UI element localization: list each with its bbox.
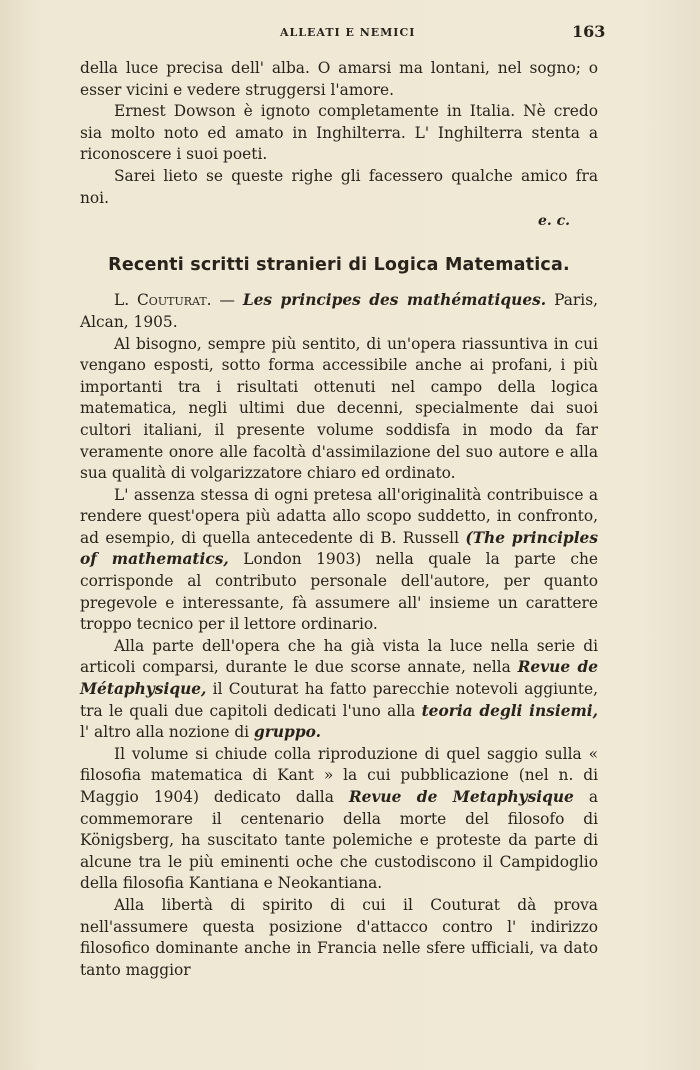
paragraph-volume bbox=[80, 744, 598, 895]
text-run: Alla parte dell'opera che ha già vista la luce nella serie di articoli comparsi, durante le due scorse annate, nella bbox=[80, 636, 598, 677]
paragraph-liberta: Alla libertà di spirito di cui il Couturat dà prova nell'assumere questa posizione d'attacco contro l' indirizzo filosofico dominante anche in Francia nelle sfere ufficiali, va dato tanto maggior bbox=[80, 895, 598, 979]
paragraph-dowson-ignoto: Ernest Dowson è ignoto completamente in Italia. Nè credo sia molto noto ed amato in Inghilterra. L' Inghilterra stenta a riconoscere i suoi poeti. bbox=[80, 102, 598, 164]
paragraph-parte bbox=[80, 636, 598, 744]
text-run: a commemorare il centenario della morte del filosofo di Königsberg, ha suscitato tante polemiche e proteste da parte di alcune tra le più eminenti oche che custodiscono il Campidoglio della filosofia Kantiana e Neokantiana. bbox=[80, 788, 598, 893]
text-run: Il volume si chiude colla riproduzione di quel saggio sulla « filosofia matematica di Kant » la cui pubblicazione (nel n. di Maggio 1904) dedicato dalla bbox=[80, 744, 598, 806]
citation-author: L. Couturat. bbox=[114, 291, 212, 310]
text-run: il Couturat ha fatto parecchie notevoli aggiunte, tra le quali due capitoli dedicati l'uno alla bbox=[80, 680, 598, 720]
signature: e. c. bbox=[537, 213, 570, 230]
text-run: l' altro alla nozione di bbox=[80, 723, 254, 742]
gruppo: gruppo. bbox=[254, 723, 321, 742]
revue-title: Revue de Metaphysique bbox=[348, 788, 574, 806]
paragraph-dowson-end: della luce precisa dell' alba. O amarsi ma lontani, nel sogno; o esser vicini e vedere struggersi l'amore. bbox=[80, 59, 598, 99]
text-run: L' assenza stessa di ogni pretesa all'originalità contribuisce a rendere quest'opera più adatta allo scopo suddetto, in confronto, ad esempio, di quella antecedente di B. Russell bbox=[80, 485, 598, 547]
russell-title: (The principles of mathematics, bbox=[80, 528, 598, 569]
citation-dash: — bbox=[211, 291, 243, 310]
page-number: 163 bbox=[572, 22, 606, 41]
paragraph-bisogno: Al bisogno, sempre più sentito, di un'opera riassuntiva in cui vengano esposti, sotto forma accessibile anche ai profani, i più importanti tra i risultati ottenuti nel campo della logica matematica, negli ultimi due decenni, specialmente dai suoi cultori italiani, il presente volume soddisfa in modo da far veramente onore alle facoltà d'assimilazione del suo autore e alla sua qualità di volgarizzatore chiaro ed ordinato. bbox=[80, 334, 598, 483]
paragraph-assenza bbox=[80, 485, 598, 636]
section-title: Recenti scritti stranieri di Logica Matematica. bbox=[108, 254, 570, 275]
body-text bbox=[80, 58, 598, 981]
paragraph-dowson-lieto: Sarei lieto se queste righe gli facessero qualche amico fra noi. bbox=[80, 166, 598, 207]
running-title: ALLEATI E NEMICI bbox=[280, 26, 416, 39]
running-head bbox=[0, 22, 700, 46]
teoria-insiemi: teoria degli insiemi, bbox=[421, 701, 598, 720]
revue-title: Revue de Métaphysique, bbox=[80, 658, 598, 699]
book-citation bbox=[80, 290, 598, 333]
text-run: London 1903) nella quale la parte che corrisponde al contributo personale dell'autore, per quanto pregevole e interessante, fà assumere all' insieme un carattere troppo tecnico per il lettore ordinario. bbox=[80, 550, 598, 634]
citation-title: Les principes des mathématiques. bbox=[242, 291, 547, 310]
citation-publisher: Paris, Alcan, 1905. bbox=[80, 291, 598, 331]
